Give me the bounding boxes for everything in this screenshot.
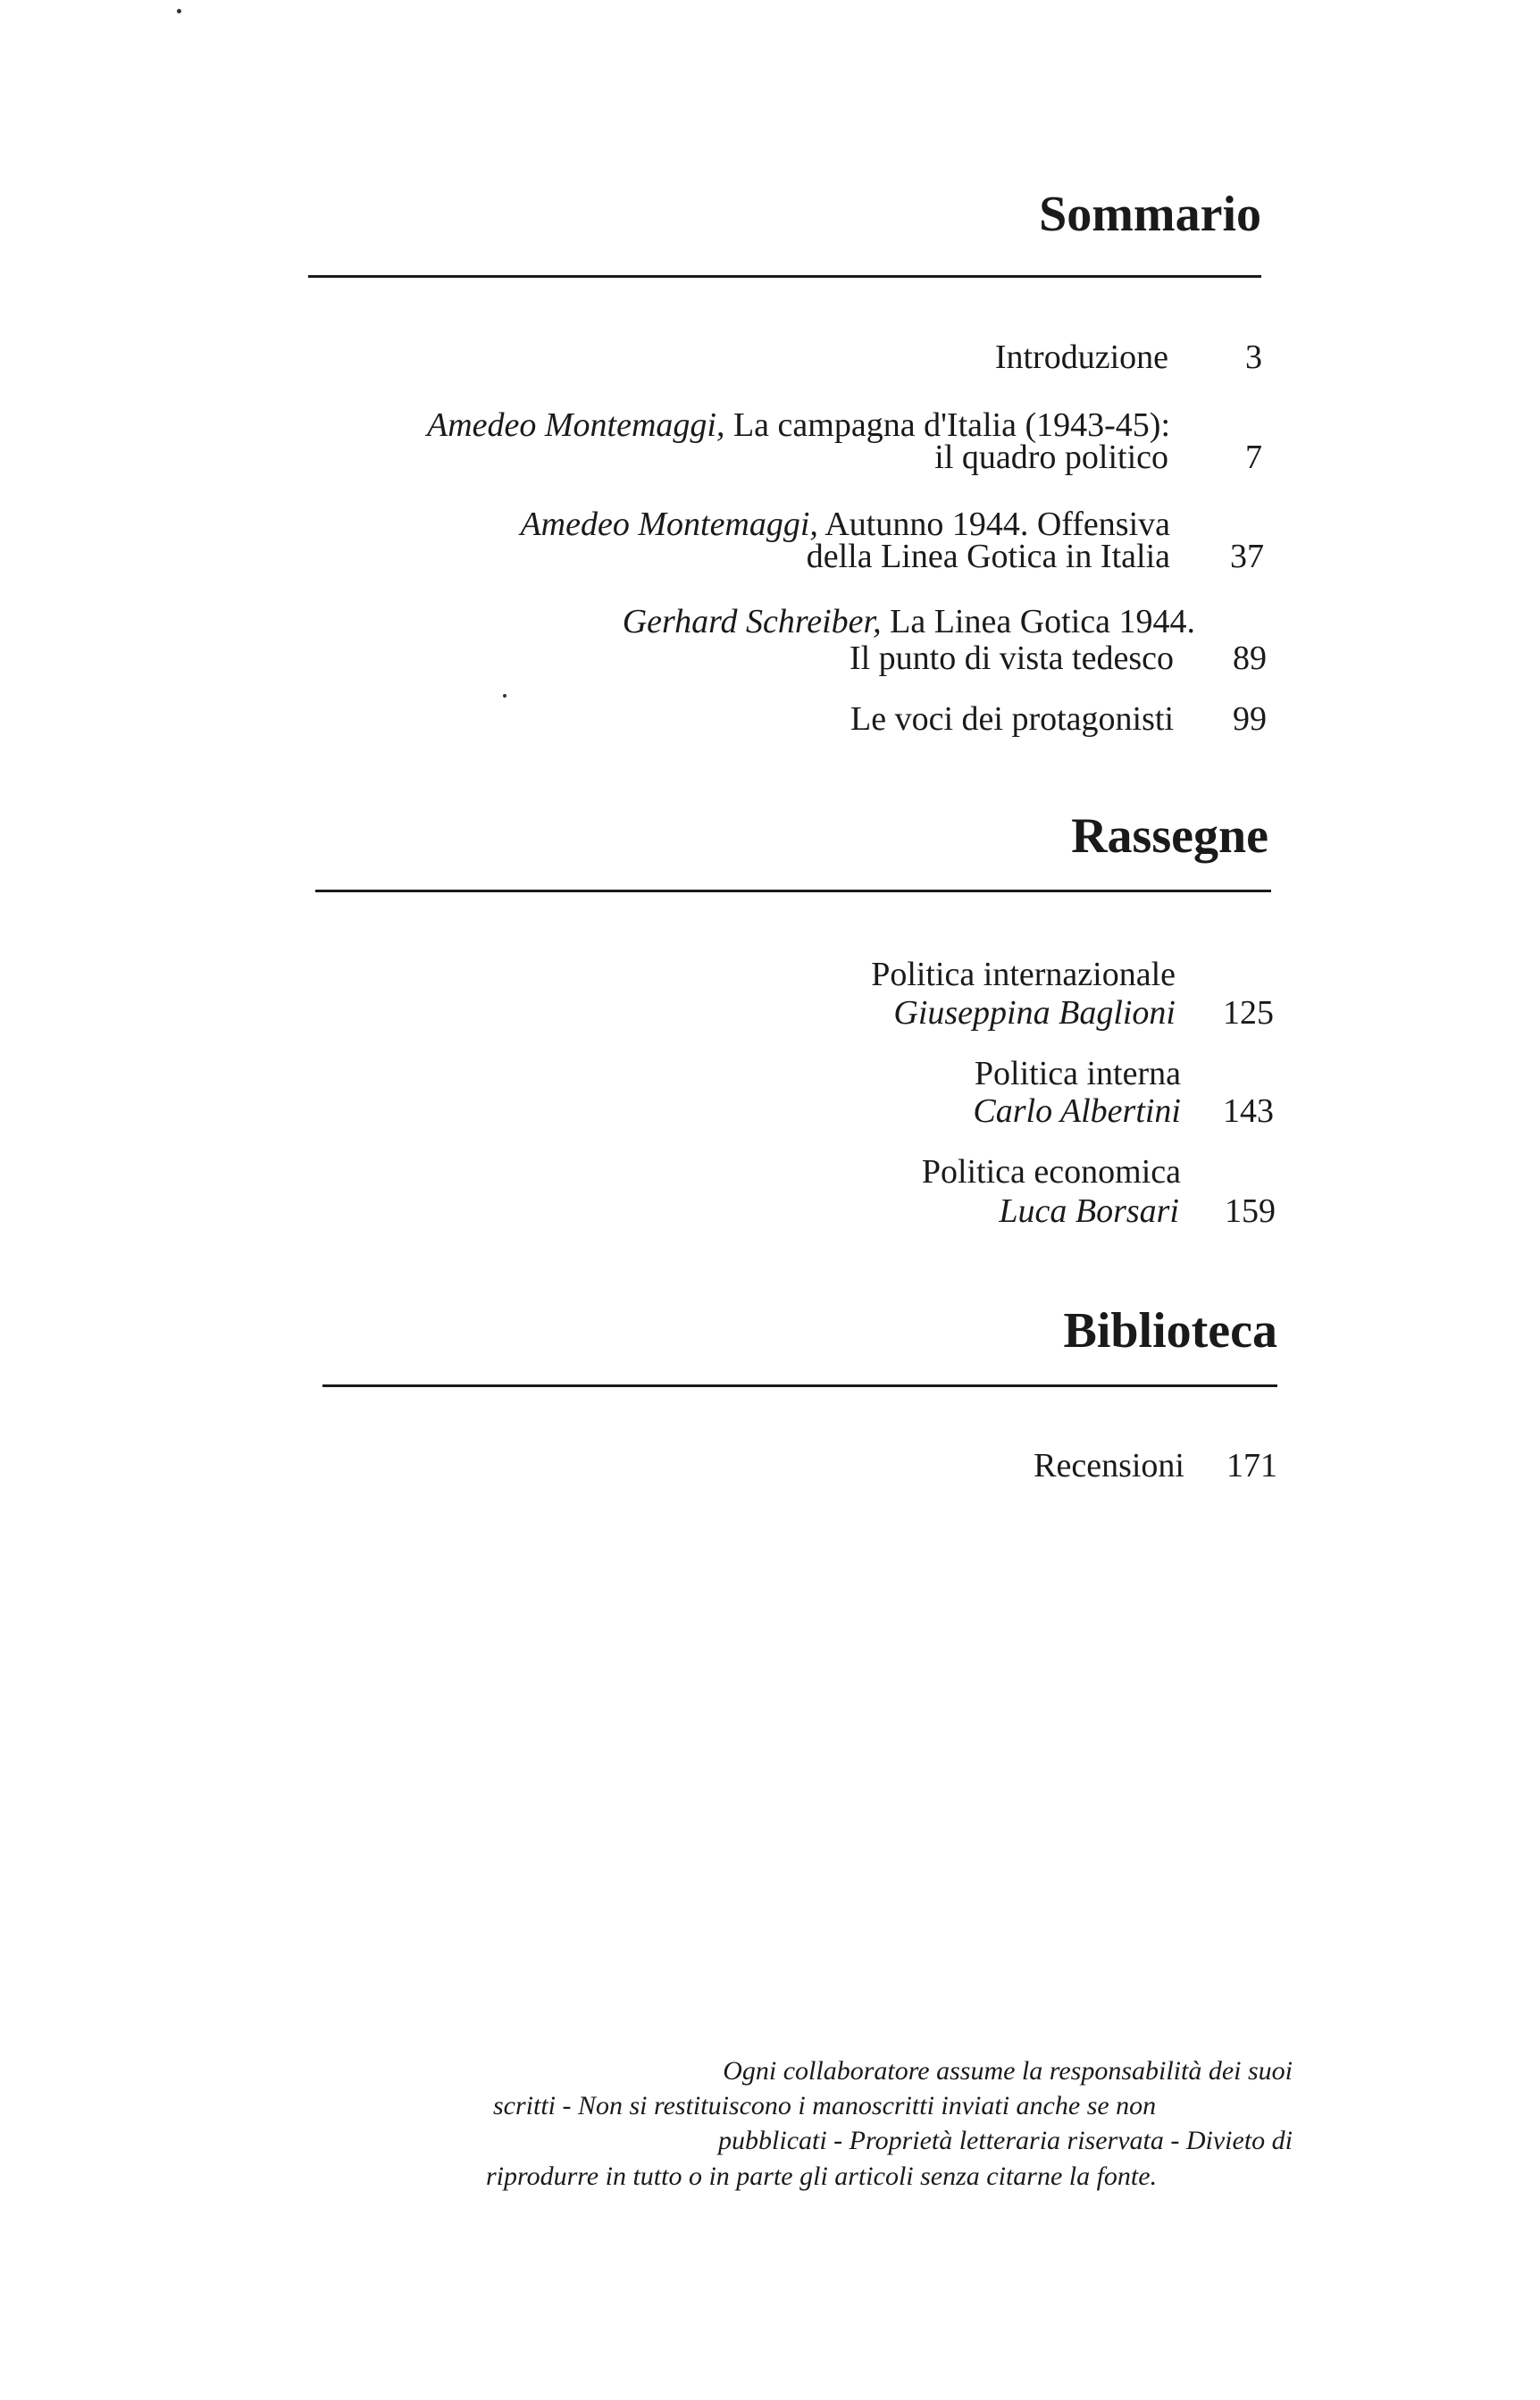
- sommario-title: Sommario: [1039, 187, 1261, 242]
- entry-page-number: 7: [1245, 439, 1262, 476]
- entry-title-line-1: La campagna d'Italia (1943-45):: [732, 406, 1170, 444]
- entry-title-line-2: il quadro politico: [934, 439, 1168, 476]
- entry-title: Politica internazionale: [871, 956, 1176, 993]
- entry-title: Le voci dei protagonisti: [850, 700, 1174, 738]
- entry-page-number: 99: [1233, 700, 1267, 738]
- entry-page-number: 37: [1230, 538, 1264, 575]
- entry-author: Amedeo Montemaggi,: [427, 406, 725, 444]
- entry-author: Gerhard Schreiber,: [622, 603, 882, 640]
- entry-title-line-2: Il punto di vista tedesco: [849, 640, 1174, 677]
- copyright-note-line-1: Ogni collaboratore assume la responsabilità dei suoi: [723, 2056, 1293, 2086]
- entry-page-number: 3: [1245, 339, 1262, 376]
- entry-author-and-title-line-1: [427, 408, 1170, 442]
- copyright-note-line-3: pubblicati - Proprietà letteraria riservata - Divieto di: [718, 2126, 1293, 2155]
- scan-speck: [177, 9, 181, 13]
- entry-page-number: 89: [1233, 640, 1267, 677]
- entry-author: Carlo Albertini: [973, 1092, 1181, 1130]
- copyright-note-line-4: riprodurre in tutto o in parte gli articoli senza citarne la fonte.: [486, 2162, 1158, 2191]
- rassegne-title: Rassegne: [1071, 808, 1268, 864]
- entry-title: Politica interna: [974, 1055, 1181, 1092]
- entry-page-number: 143: [1223, 1092, 1274, 1130]
- entry-author-and-title-line-1: [623, 605, 1195, 639]
- biblioteca-title: Biblioteca: [1063, 1303, 1277, 1359]
- copyright-note-line-2: scritti - Non si restituiscono i manoscritti inviati anche se non: [493, 2091, 1157, 2120]
- entry-author: Giuseppina Baglioni: [893, 994, 1176, 1032]
- entry-title: Introduzione: [994, 339, 1168, 376]
- scan-speck: [503, 694, 506, 698]
- entry-title: Recensioni: [1034, 1447, 1184, 1484]
- entry-page-number: 159: [1225, 1192, 1276, 1230]
- biblioteca-rule: [322, 1384, 1277, 1387]
- sommario-rule: [308, 275, 1261, 278]
- entry-title: Politica economica: [921, 1153, 1181, 1191]
- entry-title-line-1: Autunno 1944. Offensiva: [824, 506, 1170, 543]
- entry-author: Luca Borsari: [999, 1192, 1179, 1230]
- entry-title-line-1: La Linea Gotica 1944.: [890, 603, 1195, 640]
- entry-title-line-2: della Linea Gotica in Italia: [806, 538, 1170, 575]
- entry-author: Amedeo Montemaggi,: [520, 506, 818, 543]
- entry-page-number: 125: [1223, 994, 1274, 1032]
- entry-author-and-title-line-1: [520, 507, 1170, 541]
- rassegne-rule: [315, 890, 1271, 892]
- entry-page-number: 171: [1226, 1447, 1277, 1484]
